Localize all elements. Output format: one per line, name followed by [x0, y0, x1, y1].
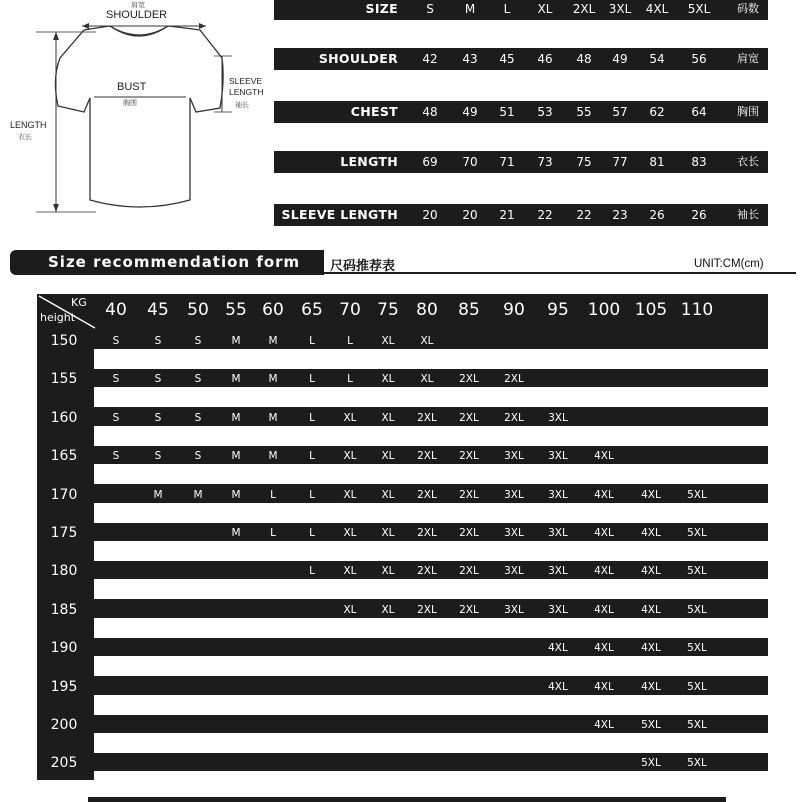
size-chart-cell: 22 [537, 208, 553, 222]
size-chart-cell: 56 [691, 52, 707, 66]
recommendation-cell: 2XL [417, 450, 437, 462]
size-chart-cell: 69 [422, 155, 438, 169]
shoulder-cn-label: 肩宽 [131, 2, 145, 9]
recommendation-cell: XL [343, 450, 357, 462]
weight-header-cell: 95 [547, 300, 569, 320]
recommendation-cell: XL [420, 335, 434, 347]
recommendation-cell: 4XL [594, 565, 614, 577]
size-chart-cell: 20 [422, 208, 438, 222]
recommendation-cell: S [194, 335, 202, 347]
size-chart-row-label: LENGTH [340, 154, 398, 169]
sleeve-label-1: SLEEVE [229, 76, 263, 86]
recommendation-cell: L [309, 373, 315, 385]
size-chart-cell: 3XL [608, 2, 632, 16]
recommendation-cell: 2XL [459, 489, 479, 501]
size-chart-cell: 83 [691, 155, 707, 169]
recommendation-cell: 3XL [504, 527, 524, 539]
recommendation-cell: 4XL [594, 642, 614, 654]
bottom-bar [88, 797, 726, 802]
row-separator [94, 541, 768, 561]
recommendation-cell: 5XL [687, 642, 707, 654]
size-chart-cell: 77 [612, 155, 628, 169]
height-cell: 155 [50, 371, 78, 387]
size-chart-row-label: SHOULDER [318, 51, 398, 66]
size-chart-cell: 45 [499, 52, 515, 66]
tshirt-diagram [0, 0, 272, 225]
height-header: height [40, 311, 76, 324]
size-chart-cell: 46 [537, 52, 553, 66]
recommendation-cell: M [193, 489, 203, 501]
recommendation-cell: XL [381, 527, 395, 539]
recommendation-cell: 3XL [548, 527, 568, 539]
size-chart-cell: 23 [612, 208, 628, 222]
size-chart-row-cn-label: 胸围 [737, 105, 759, 118]
size-chart-cell: 21 [499, 208, 515, 222]
row-separator [94, 695, 768, 715]
height-cell: 165 [50, 448, 78, 464]
recommendation-cell: 5XL [687, 527, 707, 539]
recommendation-cell: S [112, 450, 120, 462]
size-chart-cell: 54 [649, 52, 665, 66]
row-separator [94, 503, 768, 523]
size-chart-row-label: CHEST [350, 104, 398, 119]
recommendation-cell: 4XL [594, 489, 614, 501]
recommendation-cell: M [268, 335, 278, 347]
recommendation-cell: 4XL [594, 450, 614, 462]
recommendation-cell: M [268, 373, 278, 385]
weight-header-cell: 60 [262, 300, 284, 320]
size-chart-cell: 4XL [645, 2, 669, 16]
recommendation-cell: 2XL [417, 412, 437, 424]
recommendation-cell: 5XL [687, 681, 707, 693]
height-cell: 200 [50, 717, 78, 733]
recommendation-cell: 3XL [504, 565, 524, 577]
height-cell: 175 [50, 525, 78, 541]
recommendation-cell: 4XL [594, 604, 614, 616]
size-chart-cell: 20 [462, 208, 478, 222]
size-chart-cell: 26 [691, 208, 707, 222]
recommendation-cell: 3XL [548, 565, 568, 577]
recommendation-cell: 5XL [687, 719, 707, 731]
size-chart-cell: M [464, 2, 476, 16]
size-chart-row [274, 0, 768, 20]
recommendation-cell: L [270, 489, 276, 501]
recommendation-cell: L [309, 450, 315, 462]
size-chart-cell: 70 [462, 155, 478, 169]
weight-header-cell: 110 [680, 300, 714, 320]
recommendation-title: Size recommendation form [48, 253, 301, 271]
size-chart-row-label: SLEEVE LENGTH [281, 207, 398, 222]
recommendation-cell: S [194, 373, 202, 385]
recommendation-cell: 5XL [687, 757, 707, 769]
size-chart-row-cn-label: 衣长 [737, 155, 759, 168]
recommendation-cell: 4XL [548, 642, 568, 654]
recommendation-cell: 3XL [548, 604, 568, 616]
size-chart-cell: 43 [462, 52, 478, 66]
size-chart-cell: 49 [612, 52, 628, 66]
row-separator [94, 733, 768, 753]
recommendation-cell: XL [381, 450, 395, 462]
recommendation-cell: 4XL [641, 565, 661, 577]
recommendation-cell: 4XL [548, 681, 568, 693]
recommendation-cell: 5XL [641, 757, 661, 769]
recommendation-cell: 5XL [687, 489, 707, 501]
recommendation-cell: 3XL [504, 489, 524, 501]
recommendation-cell: 4XL [594, 527, 614, 539]
recommendation-cell: XL [343, 489, 357, 501]
recommendation-cell: M [153, 489, 163, 501]
height-cell: 180 [50, 563, 78, 579]
size-chart-row-cn-label: 码数 [737, 2, 759, 15]
recommendation-cell: 4XL [641, 681, 661, 693]
recommendation-cell: 2XL [417, 565, 437, 577]
recommendation-cell: 2XL [417, 527, 437, 539]
recommendation-cell: L [309, 412, 315, 424]
recommendation-cell: L [309, 565, 315, 577]
size-chart-cell: 81 [649, 155, 665, 169]
size-chart-cell: 75 [576, 155, 592, 169]
recommendation-cell: L [309, 527, 315, 539]
length-cn-label: 衣长 [18, 134, 32, 141]
recommendation-cell: 2XL [417, 604, 437, 616]
size-chart-cell: 5XL [687, 2, 711, 16]
size-chart-cell: 48 [576, 52, 592, 66]
size-chart-cell: 53 [537, 105, 553, 119]
recommendation-cell: 3XL [504, 604, 524, 616]
recommendation-cell: M [231, 373, 241, 385]
size-chart-cell: 22 [576, 208, 592, 222]
size-chart-cell: 57 [612, 105, 628, 119]
recommendation-cell: S [112, 335, 120, 347]
size-chart-cell: L [503, 2, 511, 16]
height-cell: 205 [50, 755, 78, 771]
recommendation-cell: XL [381, 335, 395, 347]
recommendation-cell: L [347, 335, 353, 347]
recommendation-cell: S [154, 412, 162, 424]
weight-header-cell: 85 [458, 300, 480, 320]
recommendation-cell: 4XL [641, 527, 661, 539]
row-separator [94, 349, 768, 369]
size-chart-cell: 26 [649, 208, 665, 222]
row-separator [94, 464, 768, 484]
recommendation-cell: XL [381, 604, 395, 616]
weight-header-cell: 65 [301, 300, 323, 320]
height-cell: 190 [50, 640, 78, 656]
recommendation-cell: 2XL [459, 604, 479, 616]
recommendation-cell: S [112, 373, 120, 385]
recommendation-cell: 3XL [548, 412, 568, 424]
recommendation-cell: 5XL [641, 719, 661, 731]
shoulder-label: SHOULDER [106, 9, 168, 21]
size-chart-cell: 73 [537, 155, 553, 169]
recommendation-cell: XL [343, 527, 357, 539]
size-chart-row-label: SIZE [365, 1, 398, 16]
recommendation-cell: S [154, 450, 162, 462]
weight-header-cell: 105 [634, 300, 668, 320]
size-chart-row [274, 48, 768, 70]
size-chart-row-cn-label: 袖长 [737, 208, 759, 221]
recommendation-cell: 3XL [548, 489, 568, 501]
recommendation-cell: 4XL [594, 719, 614, 731]
recommendation-cell: L [270, 527, 276, 539]
recommendation-cell: M [231, 335, 241, 347]
row-separator [94, 771, 768, 791]
recommendation-cell: M [268, 450, 278, 462]
weight-header-cell: 100 [587, 300, 621, 320]
recommendation-cell: S [154, 335, 162, 347]
kg-header: KG [71, 296, 87, 309]
weight-header-cell: 90 [503, 300, 525, 320]
recommendation-cell: XL [343, 565, 357, 577]
size-chart-cell: 55 [576, 105, 592, 119]
sleeve-cn-label: 袖长 [235, 102, 249, 109]
size-chart-row [274, 101, 768, 123]
height-cell: 195 [50, 679, 78, 695]
row-separator [94, 579, 768, 599]
recommendation-cell: 3XL [504, 450, 524, 462]
size-chart-cell: XL [537, 2, 553, 16]
recommendation-title-cn: 尺码推荐表 [330, 258, 396, 273]
recommendation-cell: M [268, 412, 278, 424]
recommendation-cell: XL [381, 565, 395, 577]
recommendation-cell: S [154, 373, 162, 385]
size-chart-row-cn-label: 肩宽 [737, 52, 759, 65]
length-label: LENGTH [10, 120, 47, 130]
recommendation-cell: 2XL [459, 527, 479, 539]
height-cell: 170 [50, 487, 78, 503]
weight-header-cell: 50 [187, 300, 209, 320]
size-chart-cell: 49 [462, 105, 478, 119]
bust-label: BUST [117, 81, 147, 93]
recommendation-cell: 3XL [548, 450, 568, 462]
height-cell: 185 [50, 602, 78, 618]
size-chart-cell: 64 [691, 105, 707, 119]
recommendation-cell: S [194, 450, 202, 462]
weight-header-cell: 75 [377, 300, 399, 320]
recommendation-cell: S [112, 412, 120, 424]
recommendation-cell: XL [420, 373, 434, 385]
recommendation-cell: XL [343, 604, 357, 616]
recommendation-cell: 2XL [459, 373, 479, 385]
size-chart-cell: 48 [422, 105, 438, 119]
recommendation-cell: 2XL [459, 565, 479, 577]
recommendation-banner [10, 250, 324, 275]
recommendation-cell: 2XL [417, 489, 437, 501]
recommendation-cell: 2XL [504, 412, 524, 424]
size-chart-row [274, 204, 768, 226]
recommendation-cell: XL [381, 373, 395, 385]
weight-header-cell: 80 [416, 300, 438, 320]
sleeve-label-2: LENGTH [229, 87, 264, 97]
recommendation-cell: 4XL [641, 489, 661, 501]
recommendation-cell: 4XL [641, 604, 661, 616]
size-chart-cell: 71 [499, 155, 515, 169]
recommendation-cell: L [347, 373, 353, 385]
height-cell: 150 [50, 333, 78, 349]
recommendation-cell: M [231, 527, 241, 539]
size-chart-cell: 2XL [572, 2, 596, 16]
recommendation-cell: 2XL [459, 412, 479, 424]
row-separator [94, 426, 768, 446]
recommendation-cell: M [231, 412, 241, 424]
size-chart-row [274, 151, 768, 173]
recommendation-cell: 2XL [504, 373, 524, 385]
size-chart-cell: 62 [649, 105, 665, 119]
row-separator [94, 387, 768, 407]
recommendation-cell: M [231, 450, 241, 462]
weight-header-cell: 45 [147, 300, 169, 320]
unit-label: UNIT:CM(cm) [694, 258, 764, 270]
weight-header-cell: 55 [225, 300, 247, 320]
recommendation-cell: S [194, 412, 202, 424]
recommendation-cell: 5XL [687, 604, 707, 616]
recommendation-cell: XL [343, 412, 357, 424]
recommendation-cell: 4XL [641, 642, 661, 654]
recommendation-cell: 5XL [687, 565, 707, 577]
recommendation-cell: XL [381, 412, 395, 424]
recommendation-cell: XL [381, 489, 395, 501]
row-separator [94, 618, 768, 638]
recommendation-cell: 4XL [594, 681, 614, 693]
size-chart-cell: S [426, 2, 434, 16]
height-cell: 160 [50, 410, 78, 426]
size-chart-cell: 51 [499, 105, 515, 119]
recommendation-cell: L [309, 335, 315, 347]
size-chart-cell: 42 [422, 52, 438, 66]
recommendation-cell: 2XL [459, 450, 479, 462]
bust-cn-label: 胸围 [123, 100, 137, 107]
weight-header-cell: 40 [105, 300, 127, 320]
weight-header-cell: 70 [339, 300, 361, 320]
row-separator [94, 656, 768, 676]
recommendation-cell: L [309, 489, 315, 501]
recommendation-cell: M [231, 489, 241, 501]
